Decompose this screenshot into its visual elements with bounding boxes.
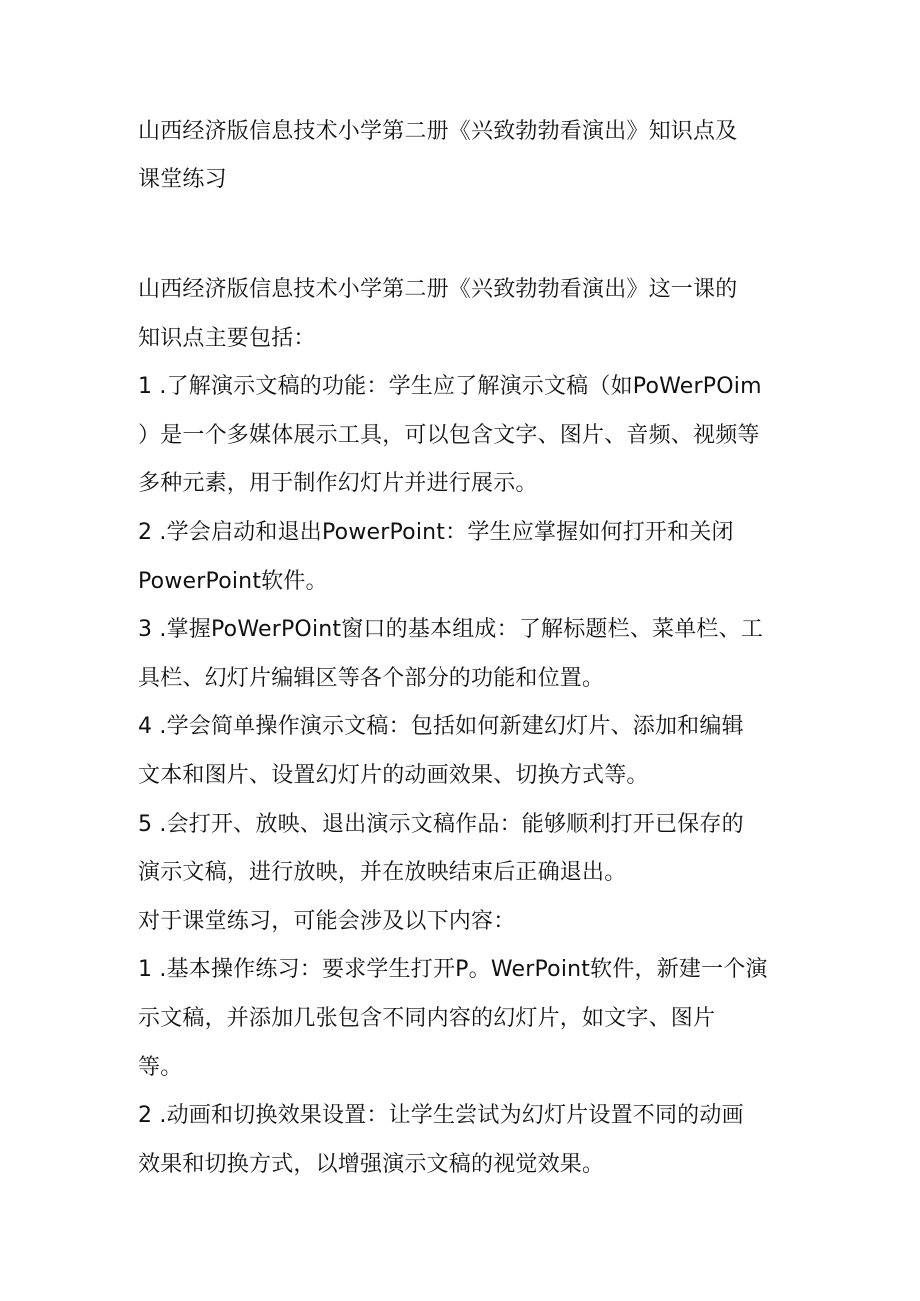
body-line: PowerPoint软件。 — [138, 568, 328, 594]
body-line: ）是一个多媒体展示工具，可以包含文字、图片、音频、视频等 — [138, 422, 760, 448]
body-line: 文本和图片、设置幻灯片的动画效果、切换方式等。 — [138, 762, 649, 788]
title-line: 课堂练习 — [138, 167, 227, 192]
document-content — [138, 108, 788, 1189]
body-line: 5 .会打开、放映、退出演示文稿作品：能够顺利打开已保存的 — [138, 811, 744, 837]
body-line: 4 .学会简单操作演示文稿：包括如何新建幻灯片、添加和编辑 — [138, 714, 744, 740]
body-line: 演示文稿，进行放映，并在放映结束后正确退出。 — [138, 860, 627, 886]
body-line: 1 .基本操作练习：要求学生打开P。WerPoint软件，新建一个演 — [138, 957, 768, 983]
body-line: 知识点主要包括： — [138, 325, 316, 351]
document-body — [138, 266, 788, 1189]
title-gap — [138, 204, 788, 266]
body-line: 具栏、幻灯片编辑区等各个部分的功能和位置。 — [138, 665, 605, 691]
body-line: 1 .了解演示文稿的功能：学生应了解演示文稿（如PoWerPOim — [138, 374, 762, 400]
body-line: 3 .掌握PoWerPOint窗口的基本组成：了解标题栏、菜单栏、工 — [138, 617, 764, 643]
body-line: 2 .动画和切换效果设置：让学生尝试为幻灯片设置不同的动画 — [138, 1103, 744, 1129]
body-line: 对于课堂练习，可能会涉及以下内容： — [138, 908, 516, 934]
body-line: 示文稿，并添加几张包含不同内容的幻灯片，如文字、图片 — [138, 1005, 716, 1031]
body-line: 等。 — [138, 1054, 183, 1080]
body-line: 山西经济版信息技术小学第二册《兴致勃勃看演出》这一课的 — [138, 277, 738, 302]
body-line: 多种元素，用于制作幻灯片并进行展示。 — [138, 471, 538, 497]
body-line: 效果和切换方式，以增强演示文稿的视觉效果。 — [138, 1151, 605, 1177]
body-line: 2 .学会启动和退出PowerPoint：学生应掌握如何打开和关闭 — [138, 519, 734, 545]
title-line: 山西经济版信息技术小学第二册《兴致勃勃看演出》知识点及 — [138, 119, 738, 144]
document-title — [138, 108, 788, 204]
